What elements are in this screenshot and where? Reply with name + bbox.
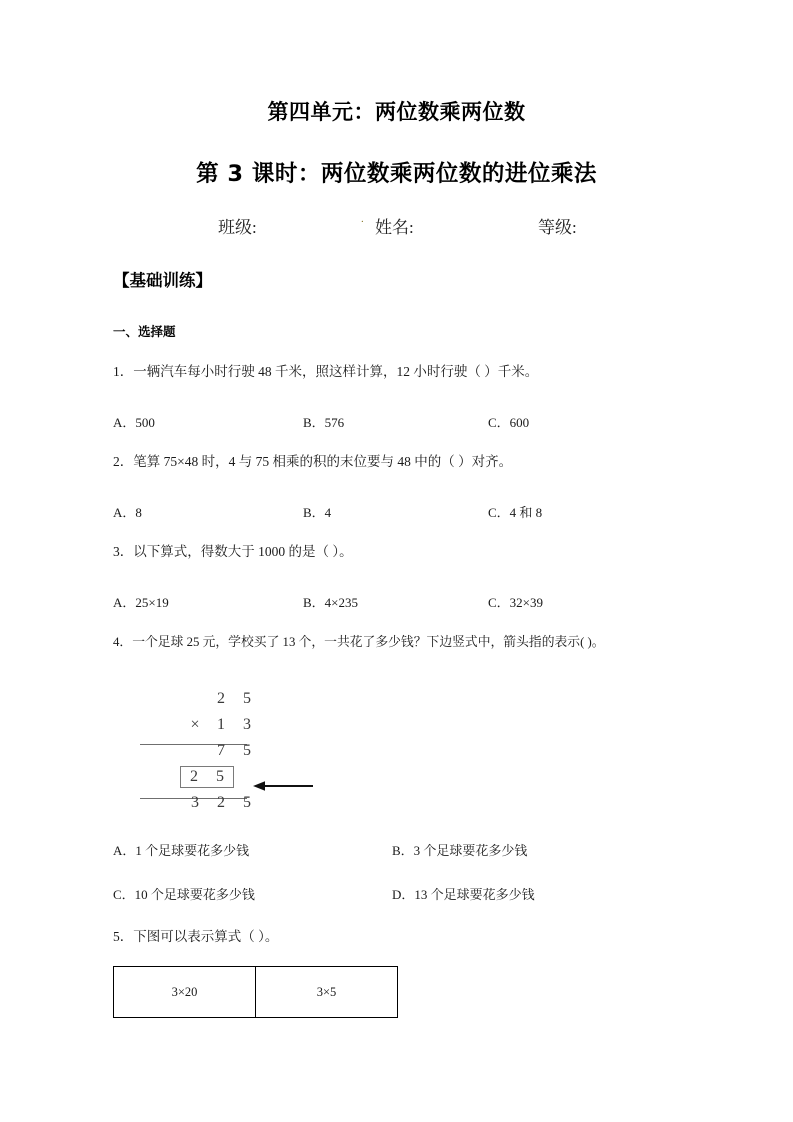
table-row <box>114 967 398 1018</box>
question-5-stem: 5．下图可以表示算式（ ）。 <box>113 929 279 944</box>
page-title-lesson: 第 3 课时：两位数乘两位数的进位乘法 <box>196 161 597 187</box>
vmult-multiplier-ones: 3 <box>243 716 251 733</box>
question-5-diagram-table <box>113 966 398 1018</box>
vmult-partial-product-1-row <box>140 738 260 764</box>
name-label: 姓名: <box>375 218 414 237</box>
vmult-total-row <box>140 790 260 816</box>
vertical-multiplication-figure <box>140 686 260 816</box>
vmult-partial1-tens: 7 <box>217 742 225 759</box>
vmult-multiplier-tens: 1 <box>217 716 225 733</box>
vmult-total-hundreds: 3 <box>191 794 199 811</box>
question-4-option-a: A．1 个足球要花多少钱 <box>113 843 250 858</box>
vmult-multiplicand-ones: 5 <box>243 690 251 707</box>
question-1-option-a: A．500 <box>113 415 155 430</box>
question-3-option-a: A．25×19 <box>113 595 169 610</box>
question-4-option-c: C．10 个足球要花多少钱 <box>113 887 255 902</box>
question-1-option-b: B．576 <box>303 415 345 430</box>
vmult-partial2-highlight-box <box>180 766 234 788</box>
question-3-option-c: C．32×39 <box>488 595 544 610</box>
multiply-operator-icon: × <box>190 716 200 733</box>
q5-cell-left: 3×20 <box>114 967 256 1018</box>
vmult-total-tens: 2 <box>217 794 225 811</box>
page-title-unit: 第四单元：两位数乘两位数 <box>267 100 526 124</box>
vmult-partial2-tens: 2 <box>190 768 198 785</box>
vmult-partial-product-2-row <box>140 764 260 790</box>
left-arrow-icon <box>253 780 315 792</box>
vmult-partial2-ones: 5 <box>216 768 224 785</box>
separator-dot: . <box>361 213 364 225</box>
question-4-option-b: B．3 个足球要花多少钱 <box>392 843 528 858</box>
question-4-option-d: D．13 个足球要花多少钱 <box>392 887 535 902</box>
vmult-total-ones: 5 <box>243 794 251 811</box>
question-3-stem: 3．以下算式，得数大于 1000 的是（ ）。 <box>113 544 353 559</box>
vmult-multiplicand-row <box>140 686 260 712</box>
q5-cell-right: 3×5 <box>256 967 398 1018</box>
question-4-stem: 4．一个足球 25 元，学校买了 13 个，一共花了多少钱？下边竖式中，箭头指的表示( )。 <box>113 635 605 649</box>
question-1-option-c: C．600 <box>488 415 530 430</box>
section-heading-basic-training: 【基础训练】 <box>113 271 212 290</box>
question-2-stem: 2．笔算 75×48 时，4 与 75 相乘的积的末位要与 48 中的（ ）对齐。 <box>113 454 513 469</box>
grade-label: 等级: <box>538 218 577 237</box>
question-2-option-c: C．4 和 8 <box>488 505 543 520</box>
class-label: 班级: <box>218 218 257 237</box>
question-2-option-b: B．4 <box>303 505 332 520</box>
question-1-stem: 1．一辆汽车每小时行驶 48 千米，照这样计算，12 小时行驶（ ）千米。 <box>113 364 539 379</box>
vmult-multiplier-row <box>140 712 260 738</box>
vmult-partial1-ones: 5 <box>243 742 251 759</box>
vmult-multiplicand-tens: 2 <box>217 690 225 707</box>
question-2-option-a: A．8 <box>113 505 142 520</box>
part-heading-multiple-choice: 一、选择题 <box>113 324 176 339</box>
student-info-row <box>218 213 638 239</box>
question-3-option-b: B．4×235 <box>303 595 359 610</box>
